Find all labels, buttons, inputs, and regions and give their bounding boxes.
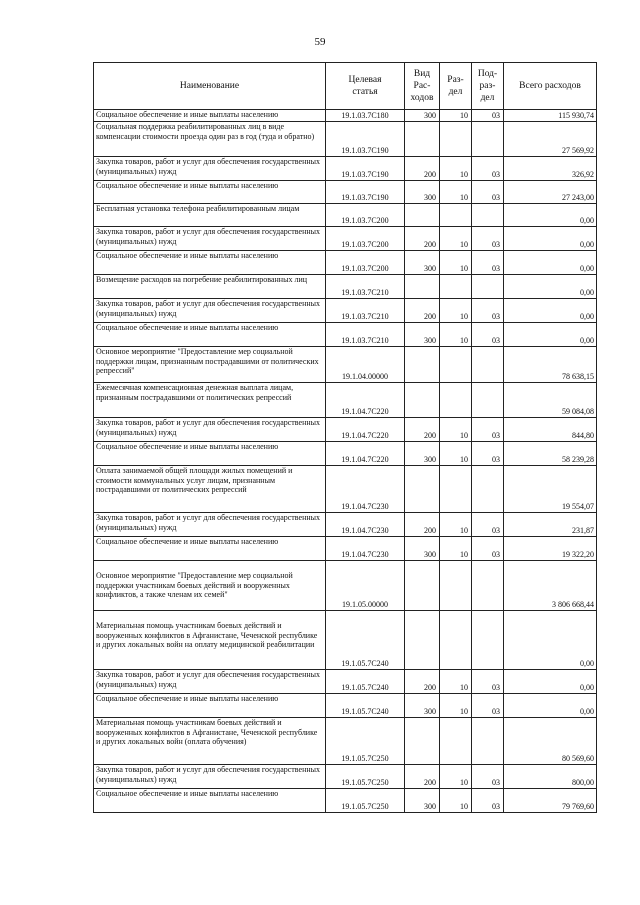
header-total: Всего расходов: [504, 63, 597, 110]
row-expense-type: 300: [405, 181, 440, 204]
row-expense-type: 200: [405, 157, 440, 181]
header-expense-type: [405, 63, 440, 110]
row-total: 19 554,07: [504, 466, 597, 513]
row-target-article: 19.1.03.7С200: [326, 227, 405, 251]
row-target-article: 19.1.03.7С200: [326, 251, 405, 275]
row-expense-type: [405, 347, 440, 383]
row-name: Закупка товаров, работ и услуг для обеспечения государственных (муниципальных) нужд: [94, 227, 326, 251]
row-name: Социальное обеспечение и иные выплаты населению: [94, 323, 326, 347]
table-row: [94, 323, 597, 347]
row-expense-type: 300: [405, 442, 440, 466]
row-expense-type: 300: [405, 694, 440, 718]
row-total: 844,80: [504, 418, 597, 442]
row-section: 10: [440, 694, 472, 718]
row-subsection: [472, 383, 504, 418]
table-row: [94, 383, 597, 418]
row-subsection: 03: [472, 442, 504, 466]
row-subsection: 03: [472, 227, 504, 251]
row-target-article: 19.1.05.7С250: [326, 718, 405, 765]
row-total: 0,00: [504, 204, 597, 227]
row-total: 27 569,92: [504, 122, 597, 157]
row-name: Социальное обеспечение и иные выплаты населению: [94, 789, 326, 813]
table-header-row: [94, 63, 597, 110]
header-target-article-line: статья: [352, 87, 378, 97]
budget-table: [93, 62, 597, 813]
row-target-article: 19.1.03.7С190: [326, 181, 405, 204]
row-section: 10: [440, 670, 472, 694]
row-section: [440, 466, 472, 513]
row-subsection: 03: [472, 299, 504, 323]
row-section: [440, 383, 472, 418]
table-row: [94, 537, 597, 561]
row-name: Ежемесячная компенсационная денежная выплата лицам, признанным пострадавшими от политических репрессий: [94, 383, 326, 418]
row-target-article: 19.1.03.7С210: [326, 323, 405, 347]
row-total: 0,00: [504, 670, 597, 694]
row-section: [440, 611, 472, 670]
row-name: Бесплатная установка телефона реабилитированным лицам: [94, 204, 326, 227]
row-target-article: 19.1.03.7С210: [326, 299, 405, 323]
row-expense-type: 200: [405, 299, 440, 323]
row-total: 115 930,74: [504, 110, 597, 122]
row-total: 58 239,28: [504, 442, 597, 466]
row-target-article: 19.1.03.7С180: [326, 110, 405, 122]
row-total: 0,00: [504, 299, 597, 323]
row-subsection: [472, 718, 504, 765]
row-target-article: 19.1.04.7С220: [326, 442, 405, 466]
header-subsection-line: дел: [480, 93, 495, 103]
table-row: [94, 694, 597, 718]
row-subsection: [472, 204, 504, 227]
row-subsection: 03: [472, 670, 504, 694]
page-number: 59: [314, 36, 326, 48]
header-target-article: [326, 63, 405, 110]
row-subsection: 03: [472, 789, 504, 813]
row-name: Основное мероприятие "Предоставление мер социальной поддержки участникам боевых действий и вооруженных конфликтов, а также членам их семей": [94, 561, 326, 611]
row-expense-type: 300: [405, 110, 440, 122]
table-row: [94, 227, 597, 251]
table-row: [94, 670, 597, 694]
row-subsection: 03: [472, 765, 504, 789]
table-row: [94, 181, 597, 204]
table-row: [94, 513, 597, 537]
row-total: 19 322,20: [504, 537, 597, 561]
row-total: 0,00: [504, 227, 597, 251]
row-subsection: [472, 122, 504, 157]
header-subsection-line: Под-: [477, 69, 498, 79]
row-subsection: [472, 611, 504, 670]
row-subsection: 03: [472, 537, 504, 561]
row-target-article: 19.1.03.7С200: [326, 204, 405, 227]
row-expense-type: 200: [405, 513, 440, 537]
row-name: Материальная помощь участникам боевых действий и вооруженных конфликтов в Афганистане, Чеченской республике и других локальных войн на оплату медицинской реабилитации: [94, 611, 326, 670]
row-target-article: 19.1.04.7С220: [326, 418, 405, 442]
table-row: [94, 765, 597, 789]
row-total: 231,87: [504, 513, 597, 537]
row-subsection: 03: [472, 157, 504, 181]
table-row: [94, 251, 597, 275]
row-target-article: 19.1.05.00000: [326, 561, 405, 611]
row-subsection: 03: [472, 181, 504, 204]
row-expense-type: [405, 718, 440, 765]
row-name: Возмещение расходов на погребение реабилитированных лиц: [94, 275, 326, 299]
row-expense-type: 200: [405, 670, 440, 694]
row-name: Оплата занимаемой общей площади жилых помещений и стоимости коммунальных услуг лицам, признанным пострадавшими от политических репрессий: [94, 466, 326, 513]
row-name: Социальная поддержка реабилитированных лиц в виде компенсации стоимости проезда один раз в год (туда и обратно): [94, 122, 326, 157]
row-expense-type: 300: [405, 251, 440, 275]
row-target-article: 19.1.04.7С220: [326, 383, 405, 418]
row-name: Закупка товаров, работ и услуг для обеспечения государственных (муниципальных) нужд: [94, 670, 326, 694]
table-row: [94, 110, 597, 122]
row-target-article: 19.1.04.7С230: [326, 513, 405, 537]
header-expense-type-line: ходов: [410, 93, 434, 103]
row-expense-type: 300: [405, 323, 440, 347]
row-section: 10: [440, 537, 472, 561]
table-row: [94, 611, 597, 670]
row-expense-type: [405, 204, 440, 227]
header-subsection-line: раз-: [479, 81, 496, 91]
row-expense-type: 300: [405, 537, 440, 561]
row-section: 10: [440, 110, 472, 122]
header-subsection: [472, 63, 504, 110]
table-row: [94, 466, 597, 513]
row-subsection: 03: [472, 513, 504, 537]
row-total: 800,00: [504, 765, 597, 789]
row-name: Закупка товаров, работ и услуг для обеспечения государственных (муниципальных) нужд: [94, 418, 326, 442]
table-row: [94, 204, 597, 227]
row-total: 326,92: [504, 157, 597, 181]
table-row: [94, 418, 597, 442]
row-name: Социальное обеспечение и иные выплаты населению: [94, 181, 326, 204]
row-section: [440, 122, 472, 157]
row-total: 3 806 668,44: [504, 561, 597, 611]
row-section: 10: [440, 181, 472, 204]
table-row: [94, 718, 597, 765]
row-name: Социальное обеспечение и иные выплаты населению: [94, 442, 326, 466]
row-expense-type: 300: [405, 789, 440, 813]
row-target-article: 19.1.04.7С230: [326, 537, 405, 561]
row-target-article: 19.1.03.7С210: [326, 275, 405, 299]
table-row: [94, 299, 597, 323]
row-target-article: 19.1.04.00000: [326, 347, 405, 383]
row-expense-type: [405, 275, 440, 299]
row-section: 10: [440, 299, 472, 323]
row-name: Социальное обеспечение и иные выплаты населению: [94, 110, 326, 122]
row-section: 10: [440, 251, 472, 275]
row-subsection: 03: [472, 418, 504, 442]
row-name: Основное мероприятие "Предоставление мер социальной поддержки лицам, признанным пострадавшими от политических репрессий": [94, 347, 326, 383]
row-subsection: [472, 347, 504, 383]
table-row: [94, 789, 597, 813]
row-section: 10: [440, 789, 472, 813]
row-section: [440, 718, 472, 765]
row-section: 10: [440, 513, 472, 537]
row-total: 80 569,60: [504, 718, 597, 765]
row-total: 0,00: [504, 694, 597, 718]
header-expense-type-line: Вид: [413, 69, 431, 79]
row-section: [440, 275, 472, 299]
table-row: [94, 442, 597, 466]
row-section: 10: [440, 765, 472, 789]
row-name: Материальная помощь участникам боевых действий и вооруженных конфликтов в Афганистане, Чеченской республике и других локальных войн (оплата обучения): [94, 718, 326, 765]
row-section: 10: [440, 418, 472, 442]
row-expense-type: 200: [405, 765, 440, 789]
row-section: 10: [440, 442, 472, 466]
row-subsection: [472, 561, 504, 611]
row-total: 0,00: [504, 275, 597, 299]
row-total: 0,00: [504, 611, 597, 670]
row-target-article: 19.1.05.7С250: [326, 789, 405, 813]
row-name: Закупка товаров, работ и услуг для обеспечения государственных (муниципальных) нужд: [94, 513, 326, 537]
row-subsection: [472, 275, 504, 299]
row-expense-type: 200: [405, 418, 440, 442]
row-section: [440, 204, 472, 227]
row-name: Социальное обеспечение и иные выплаты населению: [94, 537, 326, 561]
table-row: [94, 347, 597, 383]
header-target-article-line: Целевая: [348, 75, 382, 85]
row-total: 79 769,60: [504, 789, 597, 813]
row-section: [440, 561, 472, 611]
header-section-line: дел: [448, 87, 463, 97]
row-target-article: 19.1.05.7С240: [326, 611, 405, 670]
row-section: 10: [440, 227, 472, 251]
row-section: 10: [440, 323, 472, 347]
row-expense-type: [405, 383, 440, 418]
row-section: 10: [440, 157, 472, 181]
row-expense-type: [405, 122, 440, 157]
row-target-article: 19.1.04.7С230: [326, 466, 405, 513]
row-target-article: 19.1.03.7С190: [326, 157, 405, 181]
row-section: [440, 347, 472, 383]
row-total: 0,00: [504, 323, 597, 347]
row-name: Закупка товаров, работ и услуг для обеспечения государственных (муниципальных) нужд: [94, 765, 326, 789]
header-section: [440, 63, 472, 110]
table-row: [94, 275, 597, 299]
row-expense-type: [405, 611, 440, 670]
row-expense-type: [405, 466, 440, 513]
header-section-line: Раз-: [447, 75, 464, 85]
row-target-article: 19.1.03.7С190: [326, 122, 405, 157]
table-row: [94, 561, 597, 611]
row-name: Социальное обеспечение и иные выплаты населению: [94, 251, 326, 275]
row-total: 78 638,15: [504, 347, 597, 383]
row-total: 59 084,08: [504, 383, 597, 418]
row-subsection: 03: [472, 323, 504, 347]
table-row: [94, 157, 597, 181]
row-target-article: 19.1.05.7С250: [326, 765, 405, 789]
row-expense-type: [405, 561, 440, 611]
row-total: 27 243,00: [504, 181, 597, 204]
row-target-article: 19.1.05.7С240: [326, 694, 405, 718]
table-row: [94, 122, 597, 157]
row-name: Закупка товаров, работ и услуг для обеспечения государственных (муниципальных) нужд: [94, 299, 326, 323]
row-total: 0,00: [504, 251, 597, 275]
row-expense-type: 200: [405, 227, 440, 251]
row-name: Закупка товаров, работ и услуг для обеспечения государственных (муниципальных) нужд: [94, 157, 326, 181]
row-target-article: 19.1.05.7С240: [326, 670, 405, 694]
header-expense-type-line: Рас-: [413, 81, 431, 91]
header-name: Наименование: [94, 63, 326, 110]
row-subsection: 03: [472, 251, 504, 275]
row-subsection: 03: [472, 110, 504, 122]
row-subsection: [472, 466, 504, 513]
row-subsection: 03: [472, 694, 504, 718]
row-name: Социальное обеспечение и иные выплаты населению: [94, 694, 326, 718]
